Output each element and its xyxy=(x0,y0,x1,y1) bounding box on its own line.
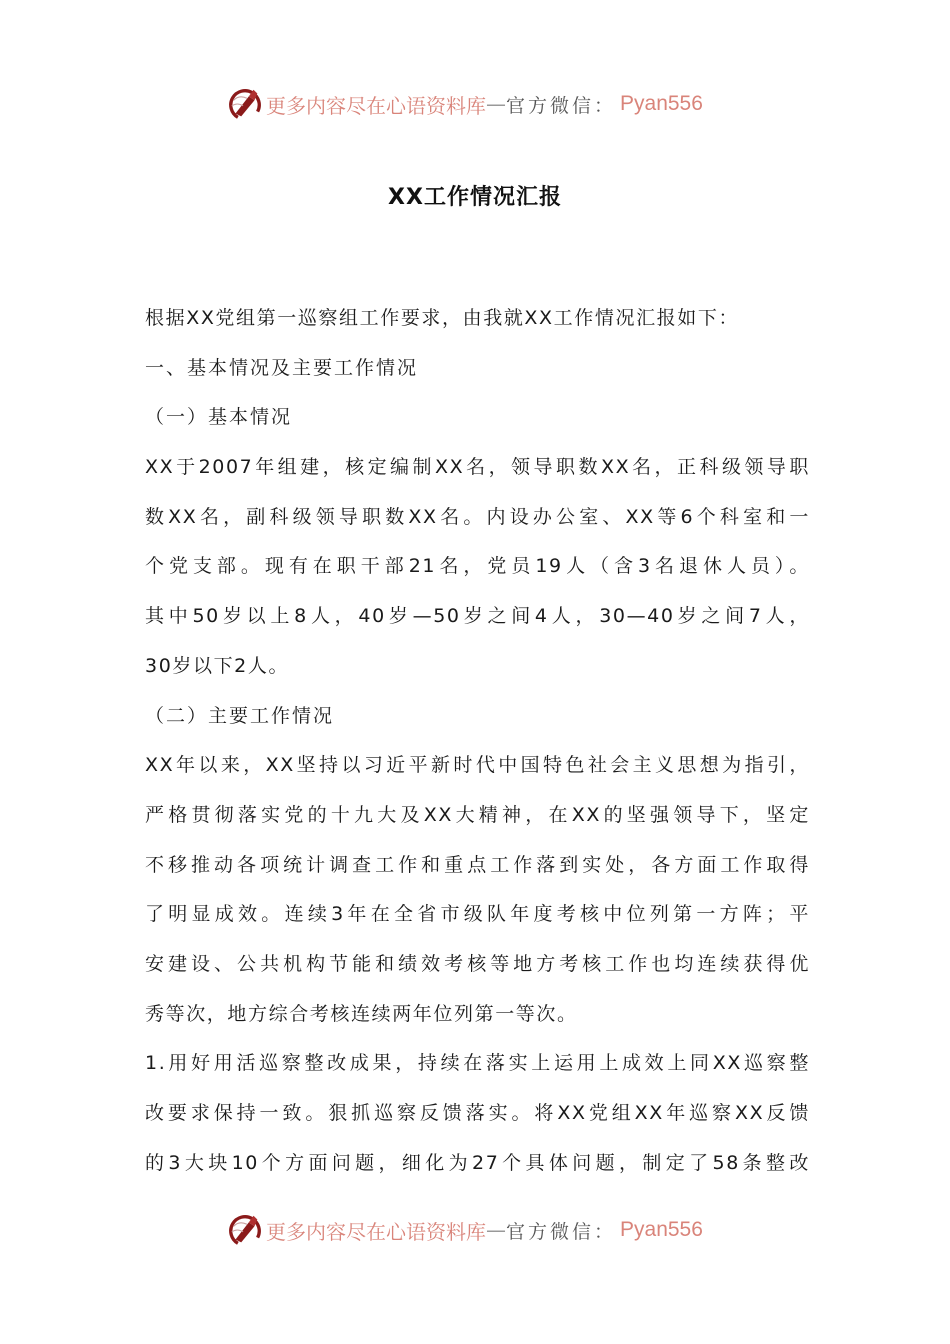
pen-nib-logo-icon xyxy=(226,85,264,123)
paragraph-line: 30岁以下2人。 xyxy=(145,654,290,677)
paragraph-line: 不移推动各项统计调查工作和重点工作落到实处，各方面工作取得 xyxy=(145,853,810,876)
watermark-header xyxy=(226,84,726,124)
subsection-heading-main-work: （二）主要工作情况 xyxy=(145,704,335,727)
paragraph-line: 数XX名，副科级领导职数XX名。内设办公室、XX等6个科室和一 xyxy=(145,505,810,528)
document-title: XX工作情况汇报 xyxy=(388,185,562,210)
document-body xyxy=(145,298,810,1192)
watermark-footer xyxy=(226,1210,726,1250)
paragraph-line: 秀等次，地方综合考核连续两年位列第一等次。 xyxy=(145,1002,578,1025)
paragraph-line: 了明显成效。连续3年在全省市级队年度考核中位列第一方阵；平 xyxy=(145,903,810,926)
paragraph-line: 其中50岁以上8人，40岁—50岁之间4人，30—40岁之间7人， xyxy=(145,605,810,628)
watermark-contact-label: 官方微信： xyxy=(506,1220,617,1243)
watermark-brand-text: 更多内容尽在心语资料库 xyxy=(266,1219,486,1244)
watermark-dash: — xyxy=(486,1218,506,1242)
paragraph-line: 个党支部。现有在职干部21名，党员19人（含3名退休人员）。 xyxy=(145,555,810,578)
paragraph-line: XX年以来，XX坚持以习近平新时代中国特色社会主义思想为指引， xyxy=(145,754,810,777)
numbered-item-line: 改要求保持一致。狠抓巡察反馈落实。将XX党组XX年巡察XX反馈 xyxy=(145,1102,810,1124)
paragraph-line: 严格贯彻落实党的十九大及XX大精神，在XX的坚强领导下，坚定 xyxy=(145,803,810,826)
watermark-contact-label: 官方微信： xyxy=(506,94,617,117)
intro-paragraph: 根据XX党组第一巡察组工作要求，由我就XX工作情况汇报如下： xyxy=(145,307,740,329)
pen-nib-logo-icon xyxy=(226,1211,264,1249)
numbered-item-line: 的3大块10个方面问题，细化为27个具体问题，制定了58条整改 xyxy=(145,1151,810,1174)
section-heading-1: 一、基本情况及主要工作情况 xyxy=(145,356,419,379)
numbered-item-line: 1.用好用活巡察整改成果，持续在落实上运用上成效上同XX巡察整 xyxy=(145,1052,810,1075)
watermark-dash: — xyxy=(486,92,506,116)
watermark-contact-id: Pyan556 xyxy=(620,1218,703,1241)
watermark-brand-text: 更多内容尽在心语资料库 xyxy=(266,93,486,118)
paragraph-line: XX于2007年组建，核定编制XX名，领导职数XX名，正科级领导职 xyxy=(145,456,810,479)
watermark-contact-id: Pyan556 xyxy=(620,92,703,115)
subsection-heading-basic: （一）基本情况 xyxy=(145,406,293,429)
paragraph-line: 安建设、公共机构节能和绩效考核等地方考核工作也均连续获得优 xyxy=(145,952,810,975)
